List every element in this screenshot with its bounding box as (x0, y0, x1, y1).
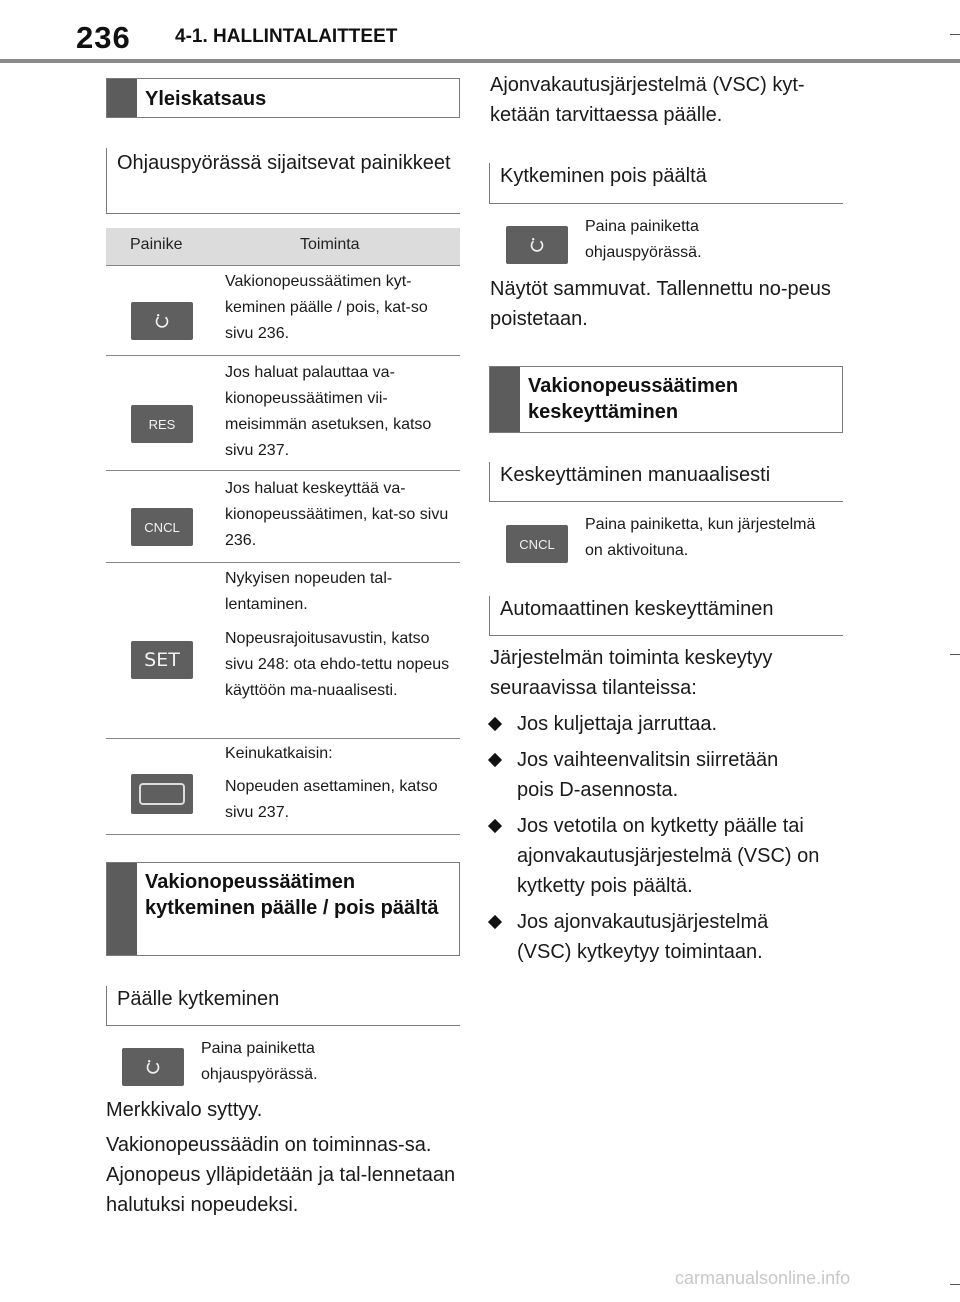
table-cell-function: Keinukatkaisin: (225, 745, 333, 762)
row-divider (106, 355, 460, 356)
subhead-text: Automaattinen keskeyttäminen (500, 598, 774, 620)
table-cell-function-extra: Nopeusrajoitusavustin, katso sivu 248: ota ehdo-tettu nopeus käyttöön ma-nuaalisesti. (225, 630, 450, 699)
subhead-text: Päälle kytkeminen (117, 988, 280, 1010)
press-instruction: Paina painiketta ohjauspyörässä. (201, 1040, 318, 1083)
bullet-item (490, 709, 830, 739)
power-icon (154, 313, 170, 329)
row-divider (106, 738, 460, 739)
table-header (106, 228, 460, 266)
table-cell-function: Nykyisen nopeuden tal-lentaminen. (225, 570, 393, 613)
bullet-text: Jos kuljettaja jarruttaa. (517, 713, 718, 735)
bullet-text: Jos vaihteenvalitsin siirretään pois D-asennosta. (517, 749, 779, 801)
cruise-power-button-image (506, 226, 568, 264)
col-header-function: Toiminta (300, 236, 360, 253)
section-on-off (106, 862, 460, 956)
section-title: Yleiskatsaus (145, 88, 267, 110)
subhead-text: Ohjauspyörässä sijaitsevat painikkeet (117, 152, 451, 174)
res-button-image: RES (131, 405, 193, 443)
watermark: carmanualsonline.info (675, 1268, 851, 1288)
bullet-item (490, 811, 835, 901)
subhead-steering-buttons (106, 148, 460, 214)
table-cell-function: Jos haluat palauttaa va-kionopeussäätimen vii-meisimmän asetuksen, katso sivu 237. (225, 364, 432, 459)
paragraph: Merkkivalo syttyy. (106, 1099, 263, 1121)
subhead-text: Kytkeminen pois päältä (500, 165, 707, 187)
press-instruction: Paina painiketta ohjauspyörässä. (585, 218, 702, 261)
power-icon (529, 237, 545, 253)
page-header (0, 0, 960, 66)
bullet-text: Jos vetotila on kytketty päälle tai ajonvakautusjärjestelmä (VSC) on kytketty pois päältä. (517, 815, 820, 897)
subhead-switch-on (106, 986, 460, 1026)
section-title: Vakionopeussäätimen kytkeminen päälle / pois päältä (145, 871, 439, 919)
row-divider (106, 470, 460, 471)
subhead-switch-off (489, 163, 843, 204)
power-icon (145, 1059, 161, 1075)
subhead-text: Keskeyttäminen manuaalisesti (500, 464, 771, 486)
cncl-button-image: CNCL (131, 508, 193, 546)
subhead-manual-interrupt (489, 462, 843, 502)
crop-mark (950, 654, 960, 655)
rocker-switch-inner (139, 783, 185, 805)
paragraph: Ajonvakautusjärjestelmä (VSC) kyt-ketään tarvittaessa päälle. (490, 74, 805, 126)
cruise-power-button-image (122, 1048, 184, 1086)
section-overview (106, 78, 460, 118)
paragraph: Järjestelmän toiminta keskeytyy seuraavissa tilanteissa: (490, 647, 773, 699)
row-divider (106, 834, 460, 835)
chapter-title: 4-1. HALLINTALAITTEET (175, 26, 398, 47)
crop-mark (950, 34, 960, 35)
col-header-button: Painike (130, 236, 183, 253)
header-rule (0, 59, 960, 63)
press-instruction: Paina painiketta, kun järjestelmä on aktivoituna. (585, 516, 816, 559)
section-bar (107, 79, 137, 117)
cncl-button-image: CNCL (506, 525, 568, 563)
subhead-auto-interrupt (489, 596, 843, 636)
bullet-item (490, 745, 820, 805)
page-number: 236 (76, 20, 131, 55)
paragraph: Vakionopeussäädin on toiminnas-sa. Ajonopeus ylläpidetään ja tal-lennetaan halutuksi nopeudeksi. (106, 1134, 456, 1216)
section-bar (490, 367, 520, 432)
bullet-text: Jos ajonvakautusjärjestelmä (VSC) kytkeytyy toimintaan. (517, 911, 769, 963)
rocker-switch-image (131, 774, 193, 814)
section-interrupt (489, 366, 843, 433)
table-cell-function: Vakionopeussäätimen kyt-keminen päälle / pois, kat-so sivu 236. (225, 273, 428, 342)
set-button-image: SET (131, 641, 193, 679)
cruise-power-button-image (131, 302, 193, 340)
table-cell-function: Jos haluat keskeyttää va-kionopeussäätimen, kat-so sivu 236. (225, 480, 449, 549)
bullet-item (490, 907, 810, 967)
crop-mark (950, 1284, 960, 1285)
section-bar (107, 863, 137, 955)
paragraph: Näytöt sammuvat. Tallennettu no-peus poistetaan. (490, 278, 831, 330)
section-title: Vakionopeussäätimen keskeyttäminen (528, 375, 739, 423)
table-cell-function-extra: Nopeuden asettaminen, katso sivu 237. (225, 778, 438, 821)
row-divider (106, 562, 460, 563)
